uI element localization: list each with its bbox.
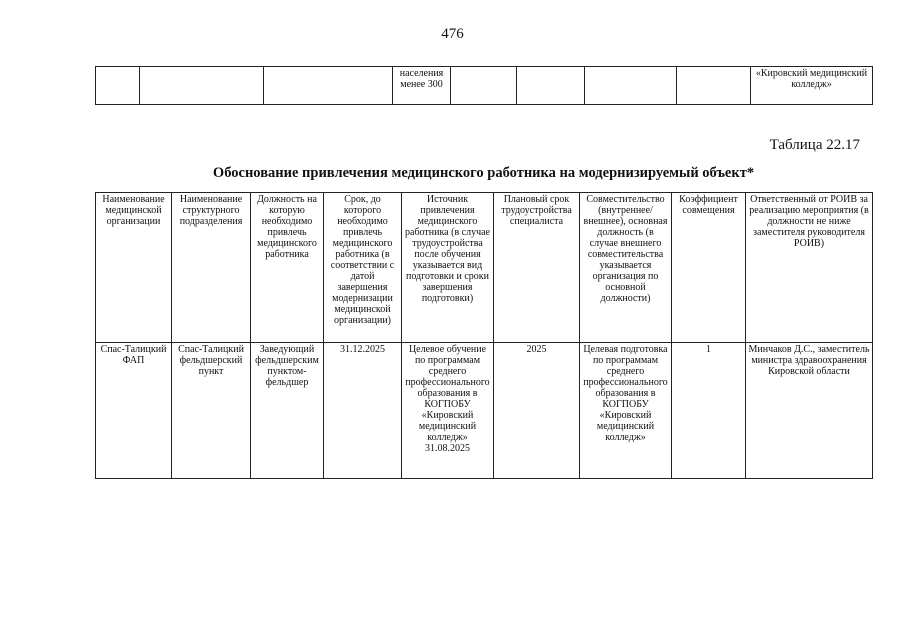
column-header: Наименование структурного подразделения <box>172 193 251 343</box>
table-row <box>96 343 873 479</box>
table-cell: населения менее 300 <box>393 67 451 105</box>
table-cell: Заведующий фельдшерским пунктом-фельдшер <box>251 343 324 479</box>
table-cell: 2025 <box>494 343 580 479</box>
table-cell <box>96 67 140 105</box>
table-cell <box>264 67 393 105</box>
table-cell <box>140 67 264 105</box>
table-cell <box>517 67 585 105</box>
table-cell: Целевое обучение по программам среднего профессионального образования в КОГПОБУ «Кировский медицинский колледж» 31.08.2025 <box>402 343 494 479</box>
table-cell: 31.12.2025 <box>324 343 402 479</box>
table-number: Таблица 22.17 <box>769 137 860 153</box>
column-header: Коэффициент совмещения <box>672 193 746 343</box>
table-cell: Спас-Талицкий фельдшерский пункт <box>172 343 251 479</box>
table-cell <box>677 67 751 105</box>
header-row <box>96 193 873 343</box>
table-cell <box>451 67 517 105</box>
column-header: Ответственный от РОИВ за реализацию мероприятия (в должности не ниже заместителя руководителя РОИВ) <box>746 193 873 343</box>
table-row <box>96 67 873 105</box>
column-header: Должность на которую необходимо привлечь медицинского работника <box>251 193 324 343</box>
column-header: Источник привлечения медицинского работника (в случае трудоустройства после обучения указывается вид подготовки и сроки завершения подготовки) <box>402 193 494 343</box>
table-cell: «Кировский медицинский колледж» <box>751 67 873 105</box>
column-header: Срок, до которого необходимо привлечь медицинского работника (в соответствии с датой завершения модернизации медицинской организации) <box>324 193 402 343</box>
page-number: 476 <box>441 26 464 42</box>
table-cell: Целевая подготовка по программам среднего профессионального образования в КОГПОБУ «Кировский медицинский колледж» <box>580 343 672 479</box>
table-cell: Спас-Талицкий ФАП <box>96 343 172 479</box>
table-cell <box>585 67 677 105</box>
column-header: Наименование медицинской организации <box>96 193 172 343</box>
table-title: Обоснование привлечения медицинского работника на модернизируемый объект* <box>212 165 755 181</box>
table-cell: 1 <box>672 343 746 479</box>
column-header: Совместительство (внутреннее/внешнее), основная должность (в случае внешнего совместительства указывается организация по основной должности) <box>580 193 672 343</box>
continued-table <box>95 66 873 105</box>
main-table <box>95 192 873 479</box>
table-cell: Минчаков Д.С., заместитель министра здравоохранения Кировской области <box>746 343 873 479</box>
column-header: Плановый срок трудоустройства специалиста <box>494 193 580 343</box>
